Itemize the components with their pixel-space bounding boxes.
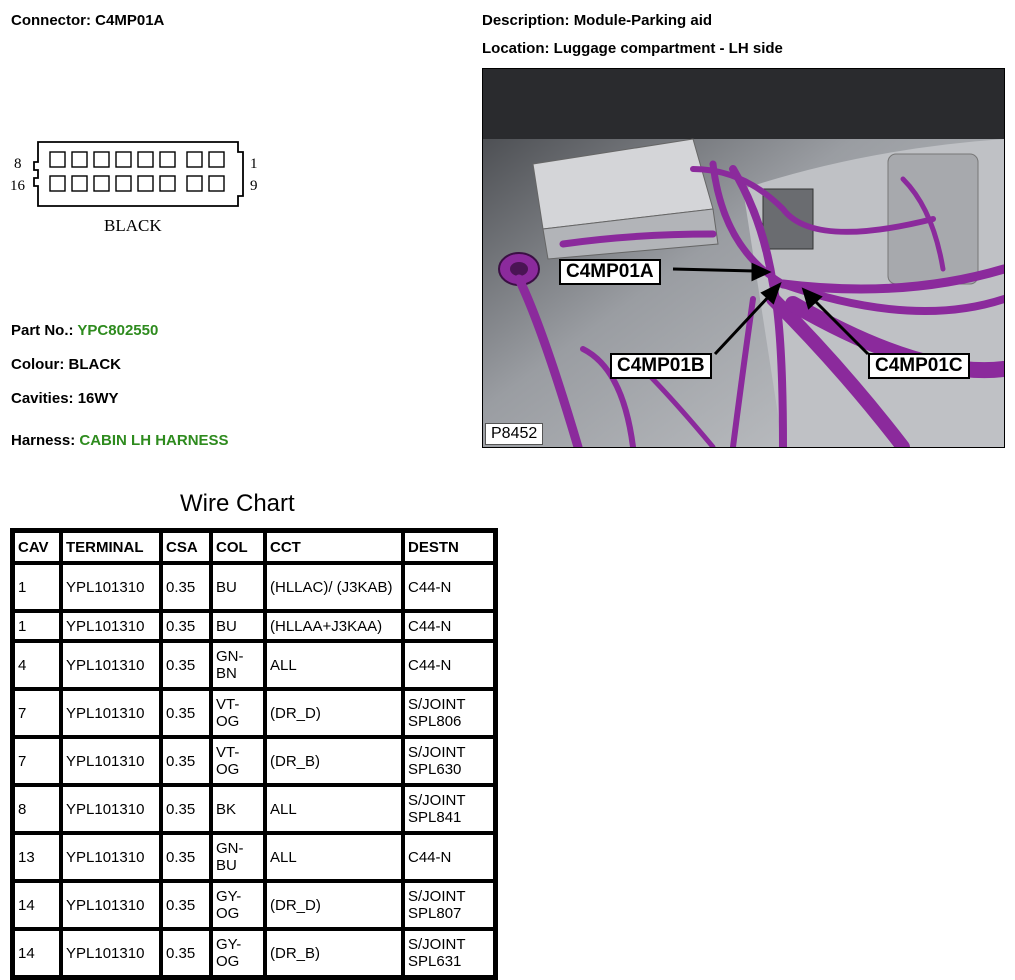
table-row (13, 563, 495, 611)
callout-c4mp01c: C4MP01C (868, 353, 970, 379)
table-cell: S/JOINT SPL807 (403, 881, 495, 929)
table-cell: YPL101310 (61, 689, 161, 737)
colour-label: Colour: (11, 356, 65, 373)
pin-cell-bottom (187, 176, 202, 191)
part-no-link[interactable]: YPC802550 (77, 322, 159, 339)
table-row (13, 737, 495, 785)
table-cell: ALL (265, 785, 403, 833)
wire-chart-header-row (13, 531, 495, 563)
table-cell: 7 (13, 737, 61, 785)
connector-line (11, 12, 164, 29)
location-value: Luggage compartment - LH side (553, 40, 783, 57)
table-cell: (HLLAC)/ (J3KAB) (265, 563, 403, 611)
table-cell: C44-N (403, 611, 495, 641)
pin-cell-top (209, 152, 224, 167)
table-cell: (HLLAA+J3KAA) (265, 611, 403, 641)
pin-cell-bottom (160, 176, 175, 191)
callout-c4mp01a: C4MP01A (559, 259, 661, 285)
table-cell: GY- OG (211, 929, 265, 977)
table-cell: S/JOINT SPL841 (403, 785, 495, 833)
table-row (13, 689, 495, 737)
table-cell: 0.35 (161, 881, 211, 929)
column-header: COL (211, 531, 265, 563)
part-no-label: Part No.: (11, 322, 74, 339)
pin-cell-bottom (72, 176, 87, 191)
table-cell: BU (211, 611, 265, 641)
table-cell: 0.35 (161, 833, 211, 881)
photo-id: P8452 (485, 423, 543, 445)
table-cell: GN- BN (211, 641, 265, 689)
cavities-value: 16WY (77, 390, 119, 407)
location-line (482, 40, 783, 57)
description-value: Module-Parking aid (573, 12, 713, 29)
harness-link[interactable]: CABIN LH HARNESS (79, 432, 229, 449)
wire-chart-title: Wire Chart (180, 490, 295, 517)
table-cell: GN- BU (211, 833, 265, 881)
table-cell: (DR_B) (265, 929, 403, 977)
pin-label-bottom-left: 16 (10, 178, 25, 194)
colour-value: BLACK (68, 356, 121, 373)
table-cell: YPL101310 (61, 563, 161, 611)
table-cell: (DR_B) (265, 737, 403, 785)
table-cell: BU (211, 563, 265, 611)
harness-label: Harness: (11, 432, 76, 449)
table-cell: ALL (265, 641, 403, 689)
pin-cell-top (160, 152, 175, 167)
table-cell: 0.35 (161, 689, 211, 737)
table-cell: S/JOINT SPL806 (403, 689, 495, 737)
pin-cell-bottom (209, 176, 224, 191)
connector-color-label: BLACK (104, 216, 162, 235)
table-cell: 0.35 (161, 563, 211, 611)
table-cell: C44-N (403, 563, 495, 611)
table-cell: YPL101310 (61, 737, 161, 785)
location-label: Location: (482, 40, 550, 57)
table-cell: 0.35 (161, 785, 211, 833)
column-header: TERMINAL (61, 531, 161, 563)
table-row (13, 611, 495, 641)
table-cell: 8 (13, 785, 61, 833)
table-cell: (DR_D) (265, 881, 403, 929)
table-cell: 0.35 (161, 611, 211, 641)
table-cell: ALL (265, 833, 403, 881)
wire-chart-body (13, 563, 495, 977)
pin-label-top-right: 1 (250, 156, 258, 172)
table-cell: GY- OG (211, 881, 265, 929)
pin-cell-bottom (94, 176, 109, 191)
table-cell: YPL101310 (61, 785, 161, 833)
part-no-line (11, 322, 158, 339)
connector-value: C4MP01A (95, 12, 165, 29)
table-cell: 4 (13, 641, 61, 689)
table-row (13, 881, 495, 929)
pin-label-bottom-right: 9 (250, 178, 258, 194)
table-cell: C44-N (403, 833, 495, 881)
harness-line (11, 432, 229, 449)
pin-cells (50, 152, 224, 191)
pin-cell-top (116, 152, 131, 167)
connector-face-diagram (10, 138, 270, 243)
cavities-line (11, 390, 119, 407)
table-cell: YPL101310 (61, 611, 161, 641)
cavities-label: Cavities: (11, 390, 74, 407)
column-header: DESTN (403, 531, 495, 563)
table-cell: C44-N (403, 641, 495, 689)
description-label: Description: (482, 12, 570, 29)
table-cell: 7 (13, 689, 61, 737)
description-line (482, 12, 712, 29)
callout-c4mp01b: C4MP01B (610, 353, 712, 379)
column-header: CAV (13, 531, 61, 563)
table-cell: YPL101310 (61, 881, 161, 929)
table-cell: YPL101310 (61, 833, 161, 881)
table-cell: VT- OG (211, 689, 265, 737)
pin-cell-bottom (50, 176, 65, 191)
pin-cell-top (72, 152, 87, 167)
pin-cell-top (187, 152, 202, 167)
table-cell: 0.35 (161, 641, 211, 689)
colour-line (11, 356, 121, 373)
pin-cell-top (94, 152, 109, 167)
wire-chart-table (10, 528, 498, 980)
pin-label-top-left: 8 (14, 156, 22, 172)
pin-cell-top (138, 152, 153, 167)
pin-cell-top (50, 152, 65, 167)
location-photo (482, 68, 1005, 448)
table-cell: S/JOINT SPL630 (403, 737, 495, 785)
table-cell: 0.35 (161, 929, 211, 977)
pin-cell-bottom (138, 176, 153, 191)
table-cell: VT- OG (211, 737, 265, 785)
column-header: CSA (161, 531, 211, 563)
table-cell: 1 (13, 611, 61, 641)
table-cell: 14 (13, 929, 61, 977)
table-cell: 13 (13, 833, 61, 881)
pin-cell-bottom (116, 176, 131, 191)
table-row (13, 785, 495, 833)
table-cell: S/JOINT SPL631 (403, 929, 495, 977)
connector-label: Connector: (11, 12, 91, 29)
table-cell: YPL101310 (61, 641, 161, 689)
table-row (13, 641, 495, 689)
table-cell: YPL101310 (61, 929, 161, 977)
table-cell: 1 (13, 563, 61, 611)
table-cell: (DR_D) (265, 689, 403, 737)
table-cell: 0.35 (161, 737, 211, 785)
table-cell: BK (211, 785, 265, 833)
table-row (13, 833, 495, 881)
column-header: CCT (265, 531, 403, 563)
table-cell: 14 (13, 881, 61, 929)
